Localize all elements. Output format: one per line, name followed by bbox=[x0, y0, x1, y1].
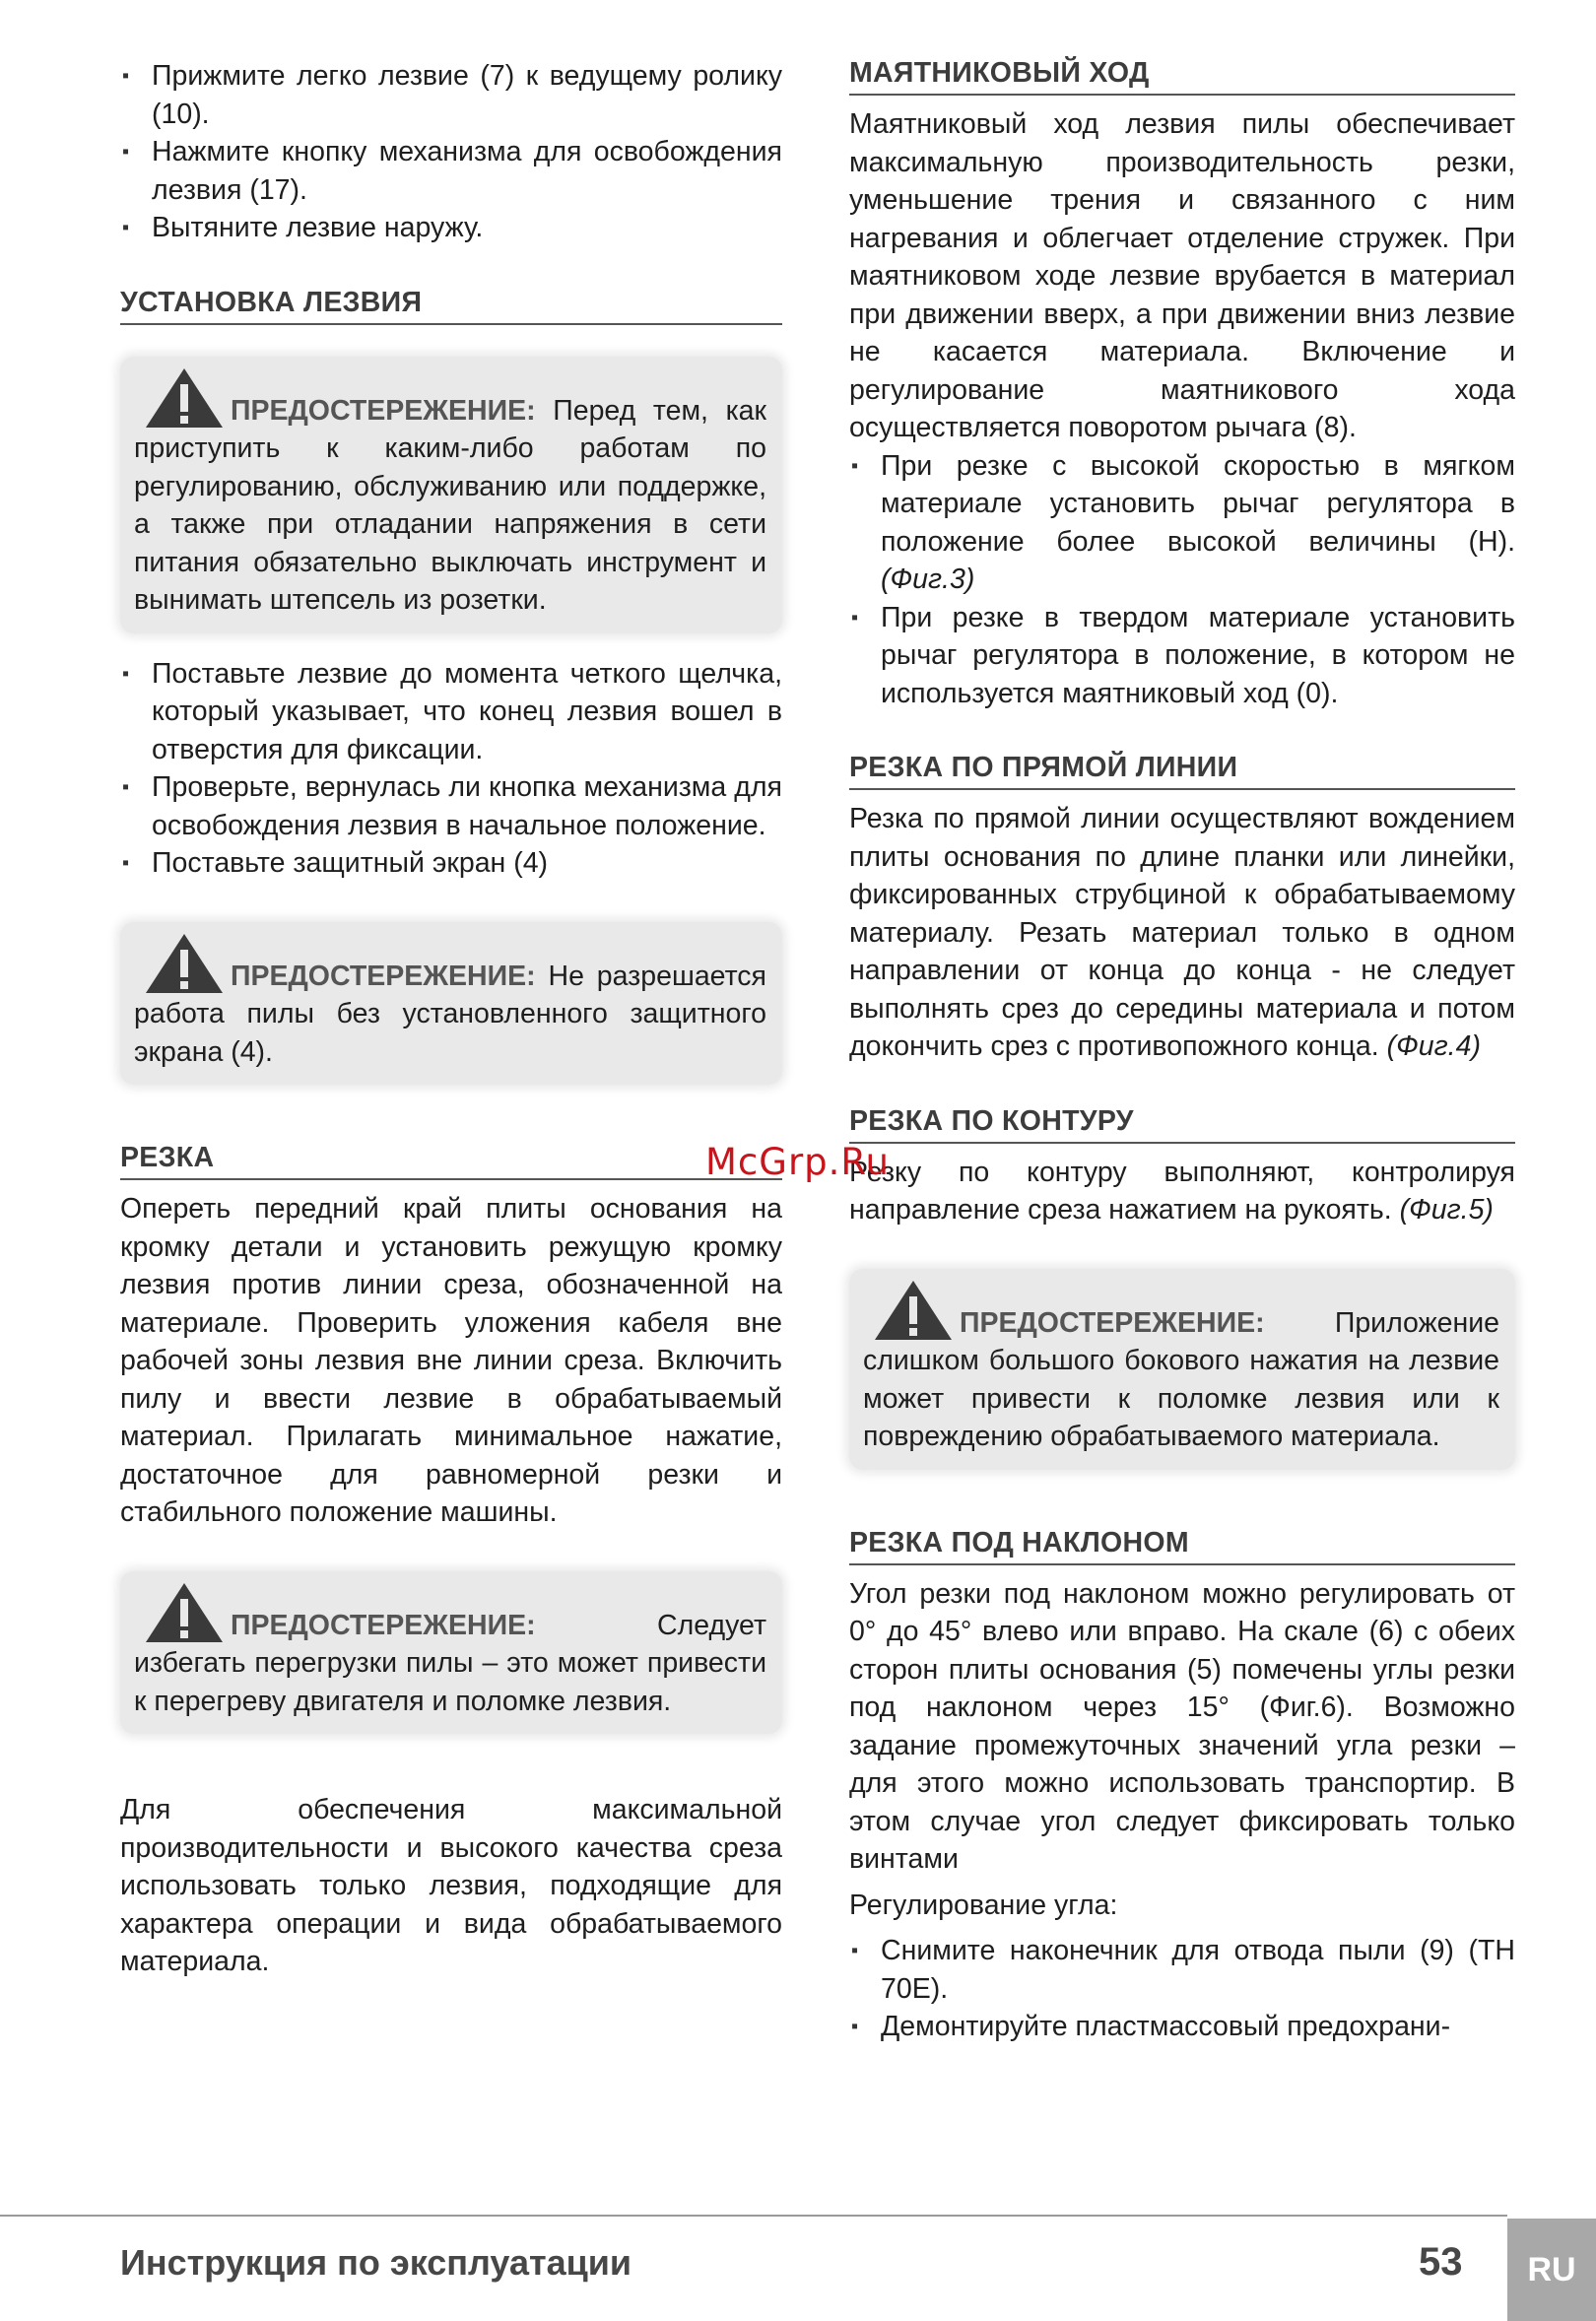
right-column bbox=[849, 57, 1515, 2046]
list-item: ▪ Проверьте, вернулась ли кнопка механизма для освобождения лезвия в начальное положение. bbox=[120, 768, 782, 844]
footer-divider bbox=[0, 2215, 1507, 2217]
figure-ref: (Фиг.5) bbox=[1399, 1194, 1494, 1226]
list-item: ▪ Поставьте защитный экран (4) bbox=[120, 844, 782, 883]
left-column bbox=[120, 57, 782, 1981]
warning-text: Следует избегать перегрузки пилы – это может привести к перегреву двигателя и поломке лезвия. bbox=[134, 1609, 766, 1717]
contour-text: Резку по контуру выполняют, контролируя направление среза нажатием на рукоять. (Фиг.5) bbox=[849, 1156, 1515, 1226]
warning-label: ПРЕДОСТЕРЕЖЕНИЕ: bbox=[231, 1609, 536, 1641]
warning-text: Приложение слишком большого бокового нажатия на лезвие может привести к поломке лезвия или к повреждению обрабатываемого материала. bbox=[863, 1306, 1499, 1452]
section-title-bevel: РЕЗКА ПОД НАКЛОНОМ bbox=[849, 1527, 1515, 1565]
warning-triangle-icon bbox=[144, 932, 225, 995]
footer-title: Инструкция по эксплуатации bbox=[120, 2242, 632, 2283]
list-item: ▪ Поставьте лезвие до момента четкого щелчка, который указывает, что конец лезвия вошел в отверстия для фиксации. bbox=[120, 655, 782, 769]
section-title-install: УСТАНОВКА ЛЕЗВИЯ bbox=[120, 287, 782, 325]
list-item: ▪ Демонтируйте пластмассовый предохрани- bbox=[849, 2008, 1515, 2046]
warning-label: ПРЕДОСТЕРЕЖЕНИЕ: bbox=[960, 1306, 1265, 1339]
pendulum-text: Маятниковый ход лезвия пилы обеспечивает максимальную производительность резки, уменьшение трения и связанного с ним нагревания и облегчает отделение стружек. При маятниковом ходе лезвие врубается в материал при движении вверх, а при движении вниз лезвие не касается материала. Включение и регулирование маятникового хода осуществляется поворотом рычага (8). bbox=[849, 108, 1515, 443]
section-title-straight: РЕЗКА ПО ПРЯМОЙ ЛИНИИ bbox=[849, 752, 1515, 790]
warning-text: Перед тем, как приступить к каким-либо работам по регулированию, обслуживанию или поддержке, а также при отладании напряжения в сети питания обязательно выключать инструмент и вынимать штепсель из розетки. bbox=[134, 394, 766, 616]
bevel-bullets bbox=[849, 1932, 1515, 2046]
figure-ref: (Фиг.3) bbox=[881, 564, 975, 595]
warning-text: Не разрешается работа пилы без установленного защитного экрана (4). bbox=[134, 960, 766, 1068]
list-item: ▪ При резке в твердом материале установить рычаг регулятора в положение, в котором не используется маятниковый ход (0). bbox=[849, 599, 1515, 713]
warning-box bbox=[120, 1571, 782, 1735]
list-item: ▪ Вытяните лезвие наружу. bbox=[120, 209, 782, 247]
closing-text: Для обеспечения максимальной производительности и высокого качества среза использовать только лезвия, подходящие для характера операции и вида обрабатываемого материала. bbox=[120, 1794, 782, 1977]
list-item: ▪ Прижмите легко лезвие (7) к ведущему ролику (10). bbox=[120, 57, 782, 133]
warning-box bbox=[120, 922, 782, 1086]
section-title-pendulum: МАЯТНИКОВЫЙ ХОД bbox=[849, 57, 1515, 96]
page-number: 53 bbox=[1419, 2240, 1463, 2284]
warning-triangle-icon bbox=[144, 366, 225, 430]
warning-label: ПРЕДОСТЕРЕЖЕНИЕ: bbox=[231, 960, 536, 992]
intro-bullets bbox=[120, 57, 782, 247]
watermark: McGrp.Ru bbox=[705, 1141, 890, 1183]
pendulum-bullets bbox=[849, 447, 1515, 713]
bevel-text: Угол резки под наклоном можно регулировать от 0° до 45° влево или вправо. На скале (6) с обеих сторон плиты основания (5) помечены углы резки под наклоном через 15° (Фиг.6). Возможно задание промежуточных значений угла резки – для этого можно использовать транспортир. В этом случае угол следует фиксировать только винтами bbox=[849, 1577, 1515, 1875]
warning-triangle-icon bbox=[144, 1581, 225, 1644]
warning-box bbox=[849, 1269, 1515, 1470]
warning-box bbox=[120, 357, 782, 633]
warning-triangle-icon bbox=[873, 1279, 954, 1342]
list-item: ▪ Нажмите кнопку механизма для освобождения лезвия (17). bbox=[120, 133, 782, 209]
cutting-text: Опереть передний край плиты основания на кромку детали и установить режущую кромку лезвия против линии среза, обозначенной на материале. Проверить уложения кабеля вне рабочей зоны лезвия вне линии среза. Включить пилу и ввести лезвие в обрабатываемый материал. Прилагать минимальное нажатие, достаточное для равномерной резки и стабильного положение машины. bbox=[120, 1193, 782, 1528]
section-title-cutting: РЕЗКА bbox=[120, 1142, 782, 1180]
list-item: ▪ При резке с высокой скоростью в мягком материале установить рычаг регулятора в положение более высокой величины (H). (Фиг.3) bbox=[849, 447, 1515, 599]
language-tab: RU bbox=[1507, 2219, 1596, 2321]
straight-text: Резка по прямой линии осуществляют вождением плиты основания по длине планки или линейки, фиксированных струбциной к обрабатываемому материалу. Резать материал только в одном направлении от конца до конца - не следует выполнять срез до середины материала и потом докончить срез с противопожного конца. (Фиг.4) bbox=[849, 803, 1515, 1062]
figure-ref: (Фиг.4) bbox=[1386, 1030, 1481, 1062]
adjust-label: Регулирование угла: bbox=[849, 1889, 1118, 1921]
section-title-contour: РЕЗКА ПО КОНТУРУ bbox=[849, 1105, 1515, 1144]
install-bullets bbox=[120, 655, 782, 883]
warning-label: ПРЕДОСТЕРЕЖЕНИЕ: bbox=[231, 394, 536, 427]
list-item: ▪ Снимите наконечник для отвода пыли (9) (TH 70E). bbox=[849, 1932, 1515, 2008]
